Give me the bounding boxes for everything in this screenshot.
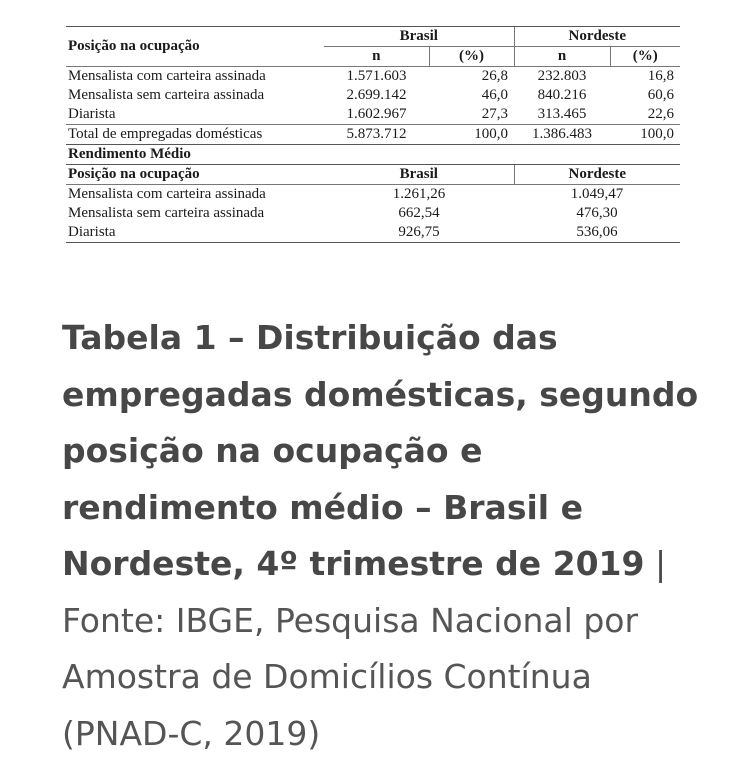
table-row xyxy=(66,105,680,125)
nordeste-n-cell: 232.803 xyxy=(514,67,610,87)
nordeste-n-cell: 840.216 xyxy=(537,87,587,103)
brasil-n-cell: 5.873.712 xyxy=(324,125,429,145)
data-table-figure xyxy=(66,26,680,243)
brasil-pct-cell: 27,3 xyxy=(481,106,508,122)
table1-group-nordeste: Nordeste xyxy=(514,27,680,47)
table2-section-title: Rendimento Médio xyxy=(68,146,191,162)
table-caption xyxy=(62,310,702,762)
table2-col-brasil: Brasil xyxy=(324,165,514,185)
brasil-n-cell: 2.699.142 xyxy=(346,87,407,103)
brasil-income-cell: 662,54 xyxy=(398,205,440,221)
brasil-pct-cell: 46,0 xyxy=(481,87,508,103)
table1-header-row-1 xyxy=(66,27,680,47)
row-label: Total de empregadas domésticas xyxy=(66,125,324,145)
table1-group-brasil: Brasil xyxy=(324,27,514,47)
caption-separator: | xyxy=(644,544,667,583)
table-row xyxy=(66,223,680,243)
nordeste-pct-cell: 16,8 xyxy=(610,67,680,87)
nordeste-income-cell: 476,30 xyxy=(576,205,618,221)
caption-source: Fonte: IBGE, Pesquisa Nacional por Amostra de Domicílios Contínua (PNAD-C, 2019) xyxy=(62,600,639,753)
table2-col-nordeste: Nordeste xyxy=(514,165,680,185)
nordeste-n-cell: 313.465 xyxy=(537,106,587,122)
table-row xyxy=(66,67,680,87)
row-label: Diarista xyxy=(66,223,324,243)
brasil-pct-cell: 100,0 xyxy=(429,125,514,145)
table1-header-label: Posição na ocupação xyxy=(66,27,324,67)
nordeste-pct-cell: 100,0 xyxy=(610,125,680,145)
table1-col-nordeste-n: n xyxy=(514,47,610,67)
table2-section-title-row xyxy=(66,145,680,165)
brasil-pct-cell: 26,8 xyxy=(429,67,514,87)
employment-table xyxy=(66,26,680,243)
table1-col-brasil-n: n xyxy=(324,47,429,67)
table-row xyxy=(66,86,680,105)
table-row xyxy=(66,185,680,205)
nordeste-pct-cell: 60,6 xyxy=(647,87,675,103)
nordeste-income-cell: 1.049,47 xyxy=(570,186,624,202)
nordeste-pct-cell: 22,6 xyxy=(647,106,675,122)
row-label: Diarista xyxy=(68,106,116,122)
caption-title: Tabela 1 – Distribuição das empregadas domésticas, segundo posição na ocupação e rendimento médio – Brasil e Nordeste, 4º trimestre de 2019 xyxy=(62,318,699,583)
brasil-income-cell: 1.261,26 xyxy=(392,186,446,202)
row-label: Mensalista com carteira assinada xyxy=(66,67,324,87)
table-row xyxy=(66,204,680,223)
nordeste-n-cell: 1.386.483 xyxy=(514,125,610,145)
table2-header-label: Posição na ocupação xyxy=(66,165,324,185)
row-label: Mensalista sem carteira assinada xyxy=(68,87,265,103)
table2-header-row xyxy=(66,165,680,185)
brasil-n-cell: 1.602.967 xyxy=(346,106,407,122)
brasil-n-cell: 1.571.603 xyxy=(324,67,429,87)
nordeste-income-cell: 536,06 xyxy=(514,223,680,243)
table1-col-brasil-pct: (%) xyxy=(429,47,514,67)
table1-col-nordeste-pct: (%) xyxy=(610,47,680,67)
brasil-income-cell: 926,75 xyxy=(324,223,514,243)
row-label: Mensalista com carteira assinada xyxy=(68,186,266,202)
table-row-total xyxy=(66,125,680,145)
row-label: Mensalista sem carteira assinada xyxy=(68,205,265,221)
